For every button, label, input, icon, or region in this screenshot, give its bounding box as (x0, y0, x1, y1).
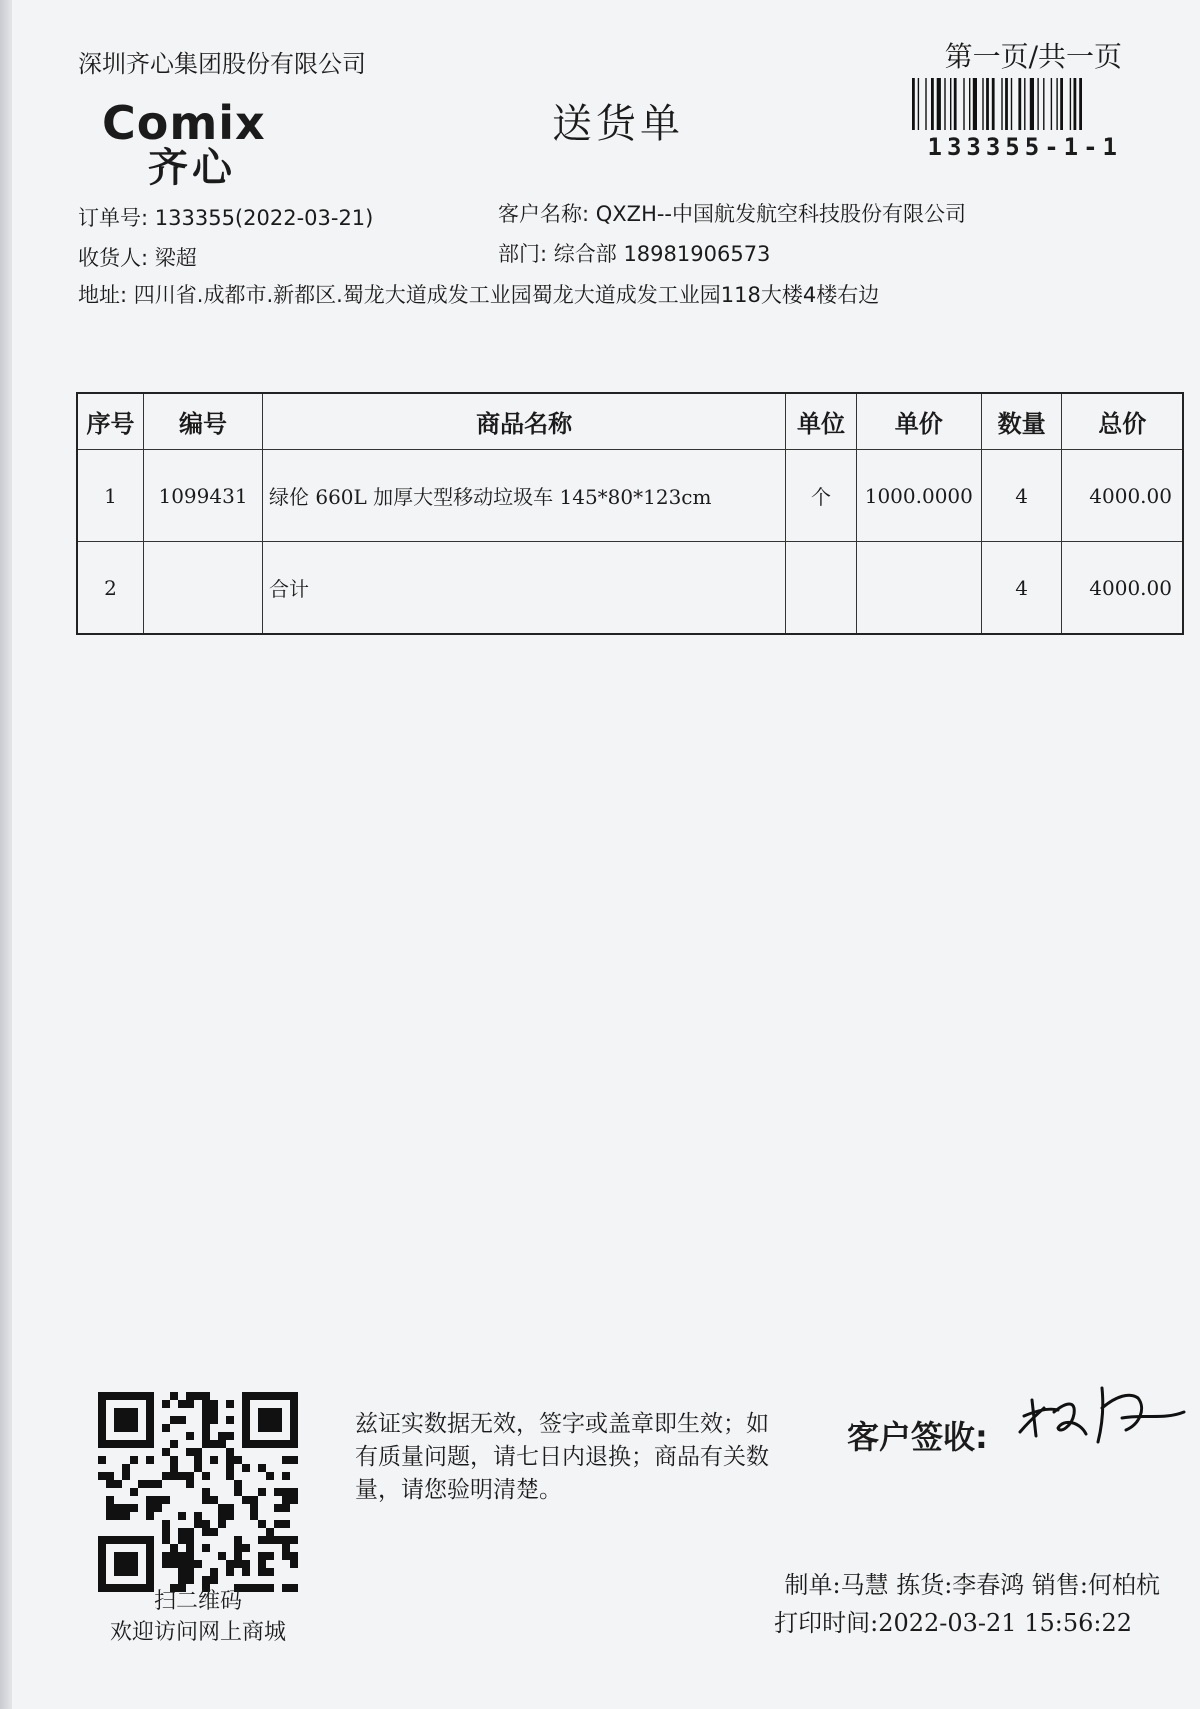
qr-caption-scan: 扫二维码 (153, 1589, 242, 1614)
cell-product-name: 合计 (262, 542, 785, 635)
validity-notice: 兹证实数据无效，签字或盖章即生效；如有质量问题，请七日内退换；商品有关数量，请您验明清楚。 (355, 1411, 769, 1503)
signature-label: 客户签收: (847, 1418, 988, 1456)
cell-unit: 个 (786, 450, 857, 542)
address (78, 279, 879, 309)
items-table (76, 392, 1184, 635)
receiver-label: 收货人: (78, 246, 149, 270)
customer-signature (1014, 1378, 1192, 1458)
cell-total: 4000.00 (1062, 450, 1183, 542)
cell-quantity: 4 (981, 542, 1062, 635)
company-name: 深圳齐心集团股份有限公司 (78, 50, 366, 78)
comix-logo (102, 96, 266, 191)
cell-unit (786, 542, 857, 635)
qr-code (98, 1392, 298, 1592)
cell-product-name: 绿伦 660L 加厚大型移动垃圾车 145*80*123cm (262, 450, 785, 542)
cell-code (144, 542, 263, 635)
header-seq: 序号 (77, 393, 144, 450)
print-time: 打印时间:2022-03-21 15:56:22 (774, 1609, 1132, 1637)
cell-total: 4000.00 (1062, 542, 1183, 635)
table-header-row (77, 393, 1183, 450)
delivery-note-page (12, 0, 1200, 1709)
address-value: 四川省.成都市.新都区.蜀龙大道成发工业园蜀龙大道成发工业园118大楼4楼右边 (133, 283, 880, 307)
customer-name (498, 198, 966, 228)
order-label: 订单号: (78, 206, 149, 230)
barcode (910, 78, 1130, 130)
header-unit-price: 单价 (856, 393, 981, 450)
page-indicator: 第一页/共一页 (944, 40, 1122, 73)
dept-value: 综合部 18981906573 (553, 242, 771, 266)
cell-quantity: 4 (981, 450, 1062, 542)
staff-line: 制单:马慧 拣货:李春鸿 销售:何柏杭 (784, 1571, 1160, 1599)
barcode-number: 133355-1-1 (927, 133, 1122, 161)
table-row (77, 542, 1183, 635)
scan-edge-shadow (0, 0, 12, 1709)
header-quantity: 数量 (981, 393, 1062, 450)
receiver (78, 242, 197, 272)
header-total: 总价 (1062, 393, 1183, 450)
logo-cn: 齐心 (148, 145, 236, 191)
address-label: 地址: (78, 283, 128, 307)
order-number (78, 202, 373, 232)
document-title: 送货单 (552, 101, 684, 147)
header-product-name: 商品名称 (262, 393, 785, 450)
customer-label: 客户名称: (498, 202, 590, 226)
cell-unit-price: 1000.0000 (856, 450, 981, 542)
department (498, 238, 770, 268)
cell-seq: 2 (77, 542, 144, 635)
cell-unit-price (856, 542, 981, 635)
cell-seq: 1 (77, 450, 144, 542)
receiver-value: 梁超 (154, 246, 197, 270)
dept-label: 部门: (498, 242, 548, 266)
qr-caption-visit: 欢迎访问网上商城 (109, 1620, 286, 1645)
header-code: 编号 (144, 393, 263, 450)
table-row (77, 450, 1183, 542)
cell-code: 1099431 (144, 450, 263, 542)
customer-value: QXZH--中国航发航空科技股份有限公司 (595, 202, 967, 226)
logo-en: Comix (102, 96, 266, 150)
header-unit: 单位 (786, 393, 857, 450)
order-value: 133355(2022-03-21) (154, 206, 374, 230)
